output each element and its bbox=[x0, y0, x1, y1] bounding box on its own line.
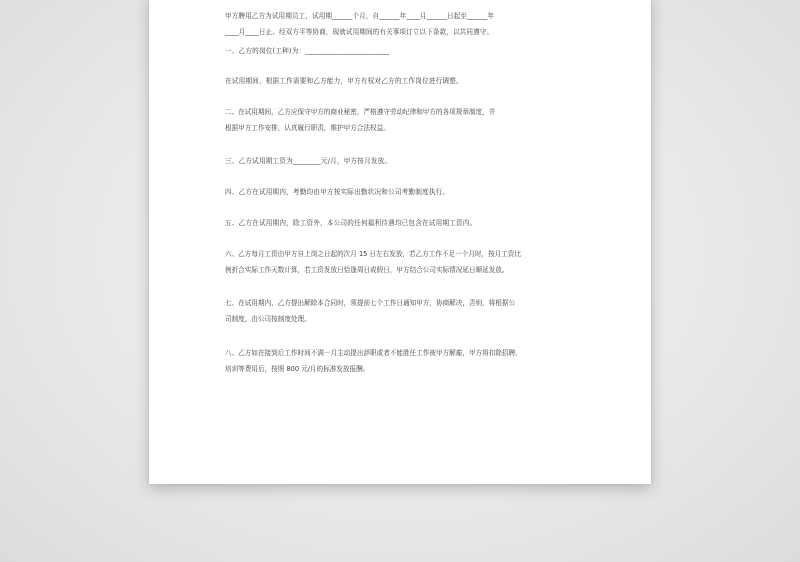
clause-1-paragraph bbox=[225, 43, 577, 59]
text-line: 二、在试用期间，乙方应保守甲方的商业秘密，严格遵守劳动纪律和甲方的各项规章制度，并 bbox=[225, 108, 496, 116]
text-line: 在试用期间，根据工作需要和乙方能力，甲方有权对乙方的工作岗位进行调整。 bbox=[225, 77, 463, 85]
clause-6-paragraph bbox=[225, 246, 577, 278]
text-line: 七、在试用期内，乙方提出解除本合同时，须提前七个工作日通知甲方，协商解决，否则，将根据公 bbox=[225, 299, 516, 307]
clause-1-note-paragraph bbox=[225, 73, 577, 89]
clause-2-paragraph bbox=[225, 104, 577, 136]
document-page bbox=[149, 0, 651, 484]
text-line: 三、乙方试用期工资为________元/月，甲方按月发放。 bbox=[225, 157, 392, 165]
clause-3-paragraph bbox=[225, 153, 577, 169]
text-line: 司制度，由公司按制度处理。 bbox=[225, 315, 311, 323]
clause-7-paragraph bbox=[225, 295, 577, 327]
text-line: 例折合实际工作天数计算，若工资发放日恰逢周日或假日，甲方结合公司实际情况延日顺延发放。 bbox=[225, 266, 509, 274]
text-line: ____月____日止。经双方平等协商，现就试用期间的有关事项订立以下条款，以共同遵守。 bbox=[225, 28, 494, 36]
text-line: 六、乙方每月工资由甲方自上岗之日起的次月 15 日左右发放，若乙方工作不足一个月时，按月工资比 bbox=[225, 250, 522, 258]
text-line: 五、乙方在试用期内，除工资外，本公司的任何福利待遇均已包含在试用期工资内。 bbox=[225, 219, 477, 227]
text-line: 根据甲方工作安排，认真履行职责，维护甲方合法权益。 bbox=[225, 124, 390, 132]
text-line: 八、乙方如在接到后工作时间不满一月主动提出辞职或者不能胜任工作被甲方解雇，甲方将扣除招聘、 bbox=[225, 349, 522, 357]
clause-8-paragraph bbox=[225, 345, 577, 377]
text-line: 一、乙方的岗位(工种)为：________________________ bbox=[225, 47, 390, 55]
text-line: 培训等费用后，按照 800 元/月的标准发放报酬。 bbox=[225, 365, 370, 373]
text-line: 四、乙方在试用期内，考勤均由甲方按实际出勤状况和公司考勤制度执行。 bbox=[225, 188, 450, 196]
clause-5-paragraph bbox=[225, 215, 577, 231]
text-line: 甲方聘用乙方为试用期员工，试用期______个月，自______年____月______日起至______年 bbox=[225, 12, 495, 20]
intro-paragraph bbox=[225, 8, 577, 40]
clause-4-paragraph bbox=[225, 184, 577, 200]
